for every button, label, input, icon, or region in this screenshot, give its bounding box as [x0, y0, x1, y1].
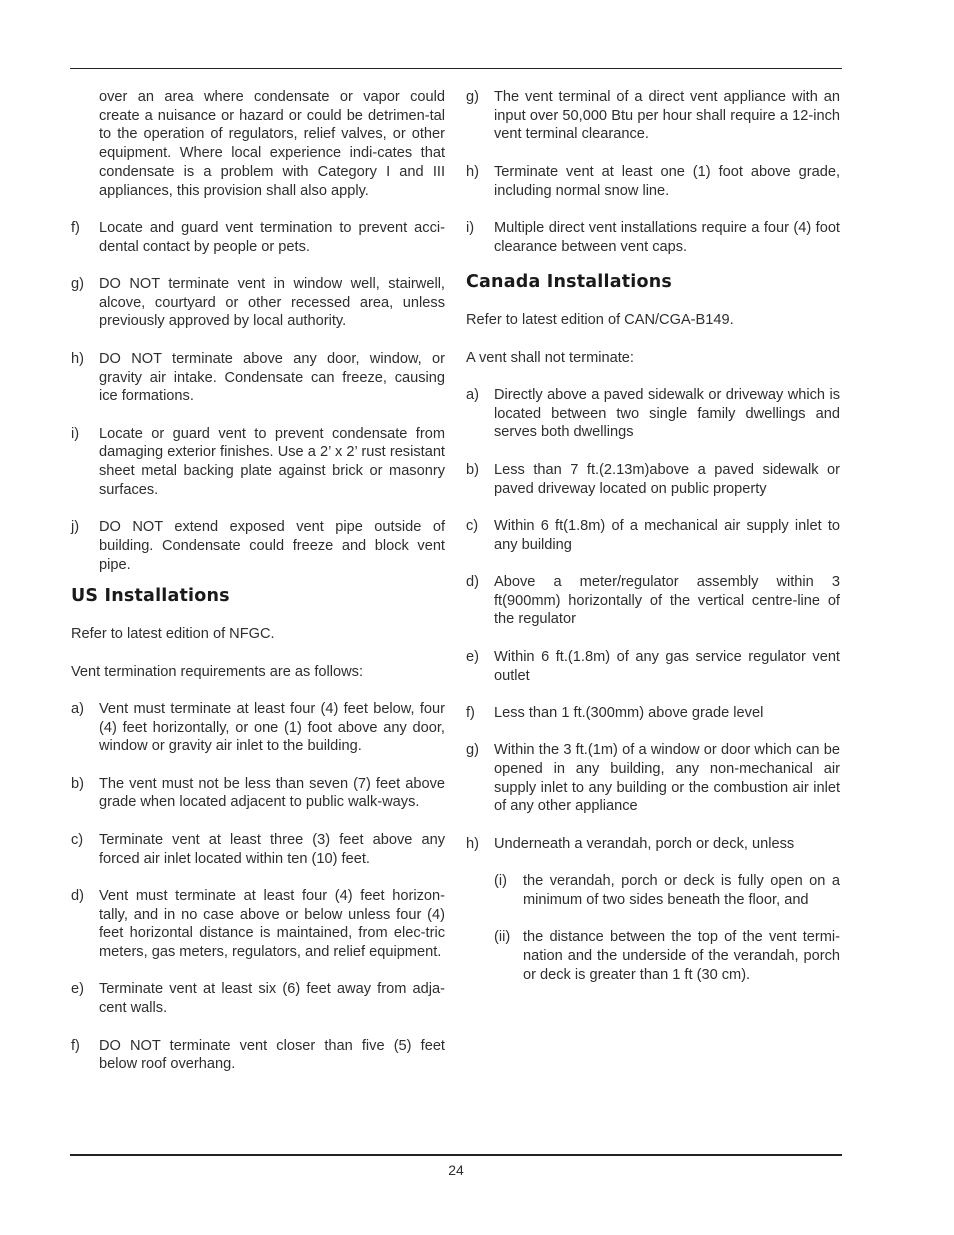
item-text: Terminate vent at least three (3) feet above any forced air inlet located within ten (10) feet.	[99, 831, 445, 867]
list-item	[71, 700, 445, 756]
item-letter: b)	[71, 775, 84, 792]
list-item	[466, 163, 840, 200]
item-letter: h)	[466, 835, 479, 852]
item-text: Terminate vent at least six (6) feet away from adja-cent walls.	[99, 981, 445, 1017]
item-text: Above a meter/regulator assembly within 3 ft(900mm) horizontally of the vertical centre-line of the regulator	[494, 574, 840, 628]
list-item	[466, 741, 840, 816]
list-item	[71, 980, 445, 1017]
intro-continuation: over an area where condensate or vapor could create a nuisance or hazard or could be detrimen-tal to the operation of regulators, relief valves, or other equipment. Where local experience indi-cates that condensate is a problem with Category I and III appliances, this provision shall also apply.	[99, 89, 445, 199]
item-letter: h)	[71, 350, 84, 367]
item-text: The vent must not be less than seven (7) feet above grade when located adjacent to public walk-ways.	[99, 775, 445, 811]
item-text: Vent must terminate at least four (4) feet horizon-tally, and in no case above or below unless four (4) feet horizontal distance is maintained, from elec-tric meters, gas meters, regulators, and relief equipment.	[99, 887, 445, 961]
list-item	[466, 573, 840, 629]
item-text: DO NOT terminate vent in window well, stairwell, alcove, courtyard or other recessed area, unless previously approved by local authority.	[99, 276, 445, 330]
item-letter: i)	[466, 219, 475, 236]
item-text: Terminate vent at least one (1) foot above grade, including normal snow line.	[494, 163, 840, 199]
item-text: DO NOT terminate vent closer than five (5) feet below roof overhang.	[99, 1037, 445, 1073]
subitem-text: the verandah, porch or deck is fully open on a minimum of two sides beneath the floor, and	[523, 873, 840, 908]
list-item	[71, 275, 445, 331]
list-item	[466, 386, 840, 442]
subitem-label: (ii)	[494, 929, 511, 946]
item-letter: f)	[71, 219, 80, 236]
sub-list-item	[466, 872, 840, 909]
us-refer-text: Refer to latest edition of NFGC.	[71, 626, 275, 643]
item-text: Within 6 ft(1.8m) of a mechanical air supply inlet to any building	[494, 517, 840, 553]
list-item	[71, 887, 445, 962]
item-text: Multiple direct vent installations require a four (4) foot clearance between vent caps.	[494, 219, 840, 255]
item-letter: d)	[71, 887, 84, 904]
item-text: Less than 1 ft.(300mm) above grade level	[494, 704, 764, 721]
footer-rule	[70, 1154, 842, 1156]
item-letter: g)	[466, 742, 479, 759]
item-letter: f)	[71, 1037, 80, 1054]
us-requirements-intro: Vent termination requirements are as follows:	[71, 663, 364, 680]
item-text: Vent must terminate at least four (4) feet below, four (4) feet horizontally, or one (1) foot above any door, window or gravity air inlet to the building.	[99, 700, 445, 755]
canada-refer-text: Refer to latest edition of CAN/CGA-B149.	[466, 312, 734, 329]
list-item	[71, 425, 445, 500]
canada-installations-heading: Canada Installations	[466, 272, 672, 293]
item-text: Less than 7 ft.(2.13m)above a paved sidewalk or paved driveway located on public property	[494, 461, 840, 497]
item-text: Underneath a verandah, porch or deck, unless	[494, 835, 795, 852]
subitem-text: the distance between the top of the vent termi-nation and the underside of the verandah, porch or deck is greater than 1 ft (30 cm).	[523, 929, 840, 983]
page-number: 24	[448, 1162, 464, 1178]
item-letter: a)	[466, 387, 479, 404]
list-item	[466, 704, 840, 723]
item-text: The vent terminal of a direct vent appliance with an input over 50,000 Btu per hour shall require a 12-inch vent terminal clearance.	[494, 89, 840, 143]
list-item	[71, 350, 445, 406]
list-item	[466, 648, 840, 685]
us-installations-heading: US Installations	[71, 586, 230, 607]
list-item	[71, 775, 445, 812]
item-text: Within the 3 ft.(1m) of a window or door which can be opened in any building, any non-mechanical air supply inlet to any building or the combustion air inlet of any other appliance	[494, 742, 840, 815]
item-text: DO NOT terminate above any door, window, or gravity air intake. Condensate can freeze, causing ice formations.	[99, 350, 445, 405]
list-item	[466, 461, 840, 498]
item-letter: d)	[466, 574, 479, 591]
item-letter: g)	[466, 89, 479, 105]
item-letter: g)	[71, 276, 84, 292]
item-letter: j)	[71, 519, 80, 536]
list-item	[466, 517, 840, 554]
subitem-label: (i)	[494, 873, 507, 890]
item-text: Within 6 ft.(1.8m) of any gas service regulator vent outlet	[494, 648, 840, 684]
item-letter: b)	[466, 461, 479, 478]
list-item	[71, 831, 445, 868]
left-column	[71, 88, 445, 1074]
list-item	[71, 219, 445, 256]
list-item	[466, 835, 840, 854]
item-letter: a)	[71, 700, 84, 717]
item-letter: h)	[466, 163, 479, 180]
item-text: Locate or guard vent to prevent condensate from damaging exterior finishes. Use a 2’ x 2’ rust resistant sheet metal backing plate against brick or masonry surfaces.	[99, 425, 445, 498]
item-letter: c)	[466, 517, 479, 534]
item-letter: e)	[71, 981, 84, 998]
header-rule	[70, 68, 842, 69]
list-item	[71, 518, 445, 574]
item-letter: e)	[466, 648, 479, 665]
item-text: Directly above a paved sidewalk or driveway which is located between two single family dwellings and serves both dwellings	[494, 387, 840, 441]
list-item	[71, 1037, 445, 1074]
item-letter: c)	[71, 831, 84, 848]
canada-intro: A vent shall not terminate:	[466, 349, 634, 366]
sub-list-item	[466, 928, 840, 984]
item-letter: f)	[466, 704, 475, 721]
item-letter: i)	[71, 425, 80, 442]
list-item	[466, 88, 840, 144]
item-text: DO NOT extend exposed vent pipe outside of building. Condensate could freeze and block vent pipe.	[99, 519, 445, 573]
right-column	[466, 88, 840, 984]
list-item	[466, 219, 840, 256]
item-text: Locate and guard vent termination to prevent acci-dental contact by people or pets.	[99, 219, 445, 255]
